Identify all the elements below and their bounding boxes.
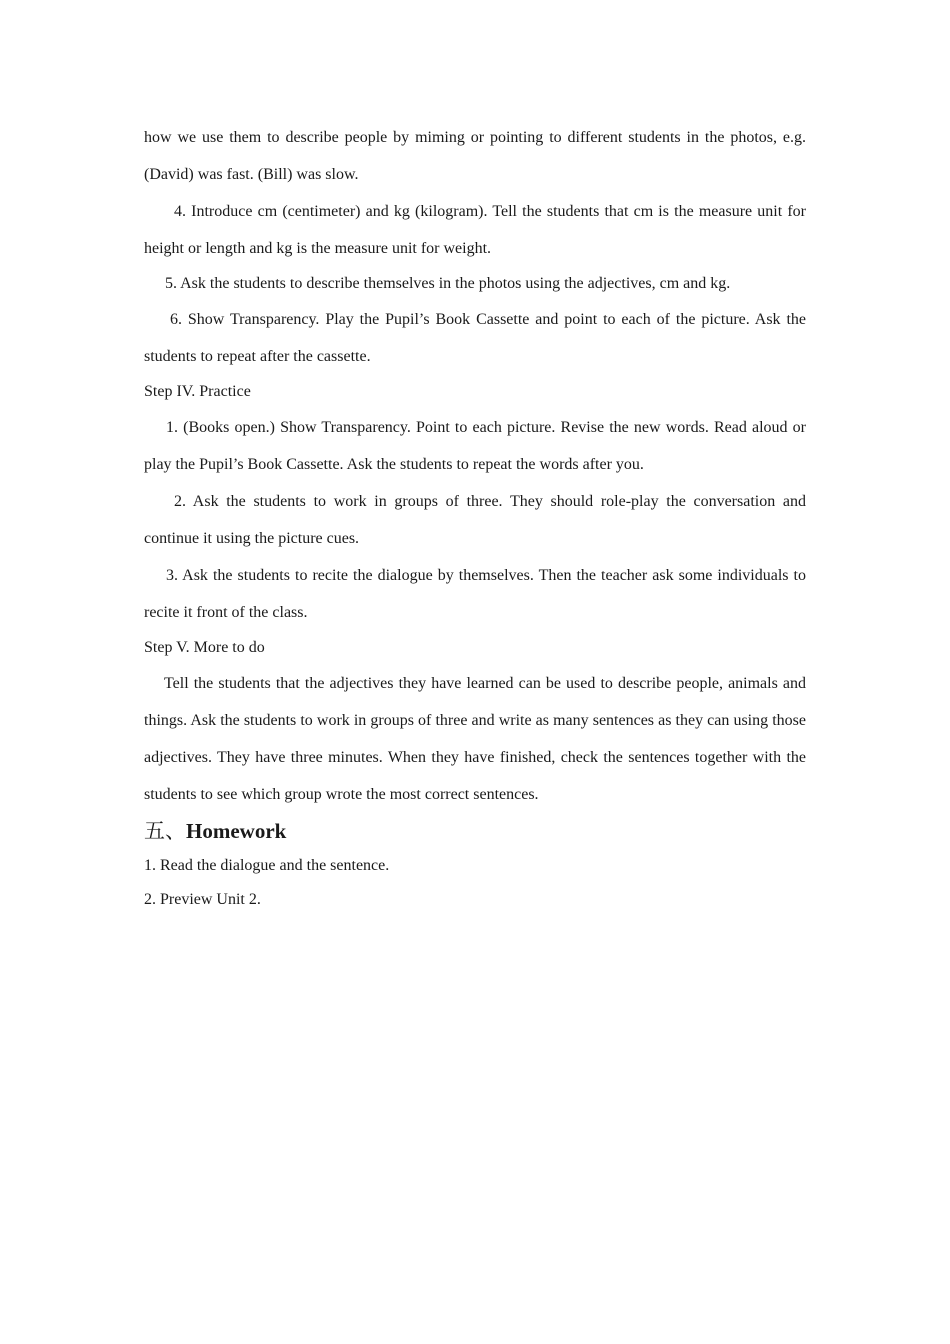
homework-item: 2. Preview Unit 2. [144, 891, 261, 908]
step-iv-heading: Step IV. Practice [144, 383, 251, 400]
homework-item: 1. Read the dialogue and the sentence. [144, 857, 390, 874]
document-page [144, 119, 806, 917]
homework-heading-title: Homework [186, 819, 287, 843]
paragraph-show-transparency: 6. Show Transparency. Play the Pupil’s Book Cassette and point to each of the picture. Ask the students to repeat after the cassette. [144, 311, 806, 365]
step-v-heading: Step V. More to do [144, 639, 265, 656]
paragraph-more-to-do: Tell the students that the adjectives they have learned can be used to describe people, animals and things. Ask the students to work in groups of three and write as many sentences as they can using those adjectives. They have three minutes. When they have finished, check the sentences together with the students to see which group wrote the most correct sentences. [144, 675, 806, 803]
paragraph-books-open: 1. (Books open.) Show Transparency. Point to each picture. Revise the new words. Read aloud or play the Pupil’s Book Cassette. Ask the students to repeat the words after you. [144, 419, 806, 473]
paragraph-role-play: 2. Ask the students to work in groups of three. They should role-play the conversation and continue it using the picture cues. [144, 493, 806, 547]
paragraph-describe-people: how we use them to describe people by miming or pointing to different students in the photos, e.g. (David) was fast. (Bill) was slow. [144, 129, 806, 183]
paragraph-describe-themselves: 5. Ask the students to describe themselves in the photos using the adjectives, cm and kg. [165, 275, 731, 292]
homework-heading [144, 813, 806, 849]
paragraph-introduce-units: 4. Introduce cm (centimeter) and kg (kilogram). Tell the students that cm is the measure unit for height or length and kg is the measure unit for weight. [144, 203, 806, 257]
homework-heading-prefix: 五、 [144, 819, 186, 843]
paragraph-recite-dialogue: 3. Ask the students to recite the dialogue by themselves. Then the teacher ask some individuals to recite it front of the class. [144, 567, 806, 621]
